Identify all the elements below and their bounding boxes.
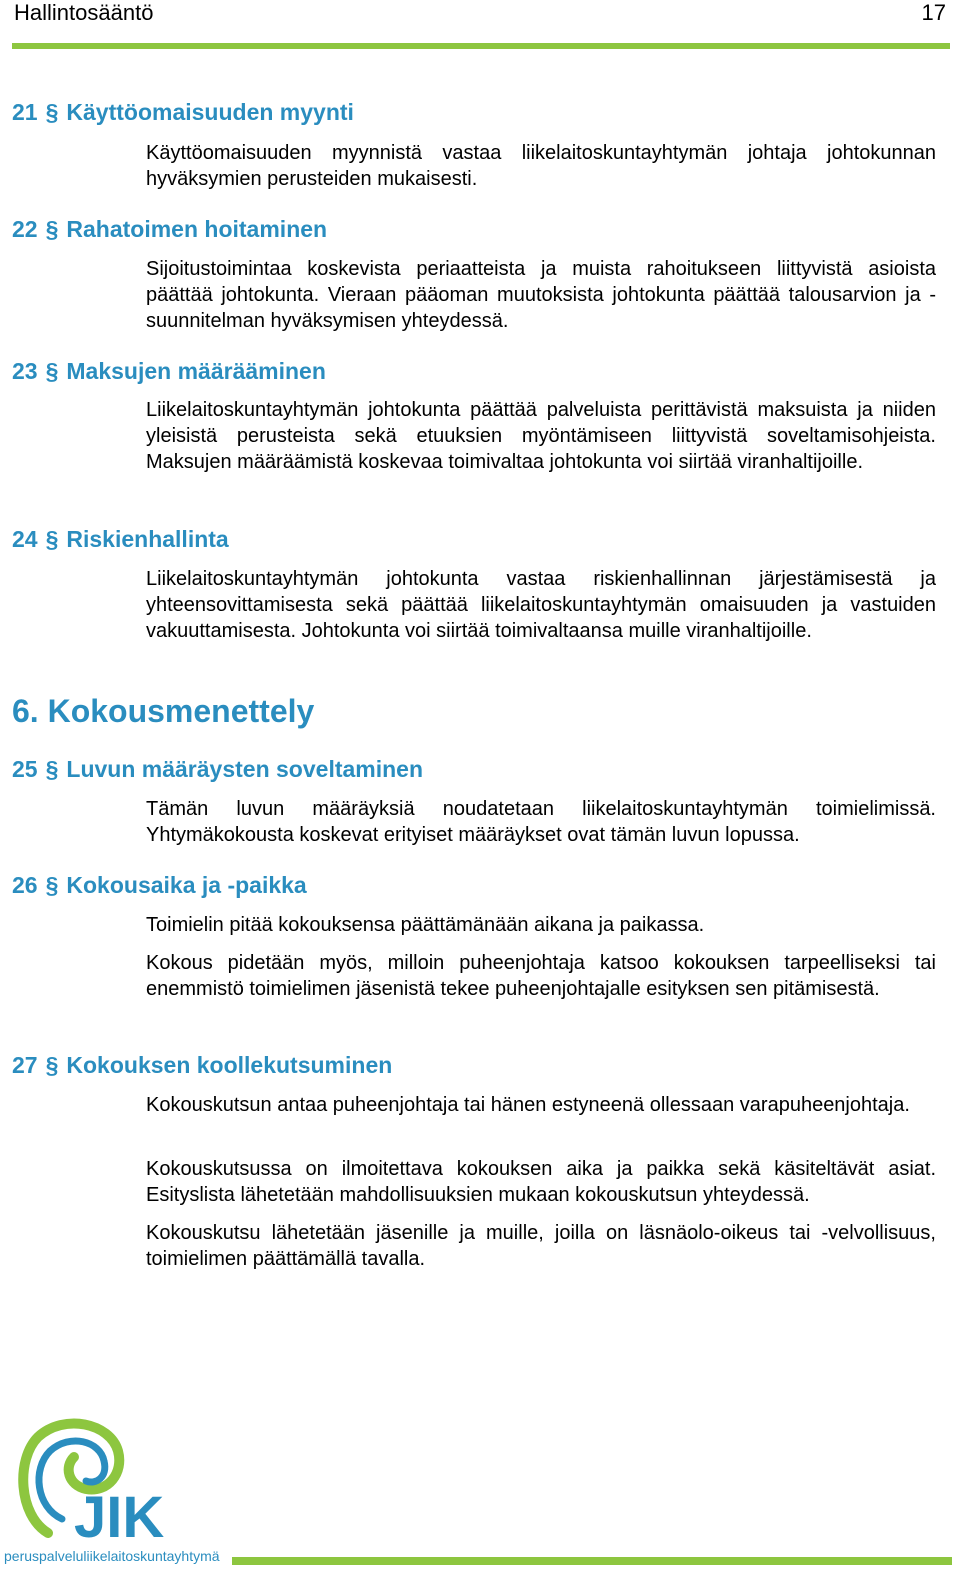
section-number: 27 bbox=[12, 1052, 38, 1078]
section-symbol: § bbox=[45, 358, 59, 384]
document-title: Hallintosääntö bbox=[14, 0, 154, 25]
section-heading-21 bbox=[12, 98, 354, 126]
section-number: 25 bbox=[12, 756, 38, 782]
section-title: Rahatoimen hoitaminen bbox=[66, 216, 328, 242]
page-header bbox=[0, 0, 960, 50]
section-title: Maksujen määrääminen bbox=[66, 358, 326, 384]
section-heading-27 bbox=[12, 1051, 392, 1079]
section-number: 21 bbox=[12, 99, 38, 125]
chapter-number: 6. bbox=[12, 693, 39, 729]
section-title: Käyttöomaisuuden myynti bbox=[66, 99, 354, 125]
section-symbol: § bbox=[45, 872, 59, 898]
section-title: Kokouksen koollekutsuminen bbox=[66, 1052, 393, 1078]
page-number: 17 bbox=[921, 0, 946, 25]
section-symbol: § bbox=[45, 216, 59, 242]
section-number: 26 bbox=[12, 872, 38, 898]
section-27-paragraph-3: Kokouskutsu lähetetään jäsenille ja muille, joilla on läsnäolo-oikeus tai -velvollisuus, toimielimen päättämällä tavalla. bbox=[146, 1222, 936, 1270]
chapter-heading bbox=[12, 692, 314, 730]
section-title: Riskienhallinta bbox=[66, 526, 229, 552]
section-21-paragraph-1: Käyttöomaisuuden myynnistä vastaa liikelaitoskuntayhtymän johtaja johtokunnan hyväksymien perusteiden mukaisesti. bbox=[146, 142, 936, 190]
footer bbox=[0, 1415, 960, 1590]
section-title: Luvun määräysten soveltaminen bbox=[66, 756, 424, 782]
section-26-paragraph-1: Toimielin pitää kokouksensa päättämänään aikana ja paikassa. bbox=[146, 914, 705, 936]
section-heading-25 bbox=[12, 755, 423, 783]
section-heading-23 bbox=[12, 357, 326, 385]
section-heading-26 bbox=[12, 871, 307, 899]
section-heading-22 bbox=[12, 215, 327, 243]
chapter-title: Kokousmenettely bbox=[47, 693, 315, 729]
logo-tagline: peruspalveluliikelaitoskuntayhtymä bbox=[4, 1548, 220, 1564]
logo-text: JIK bbox=[74, 1485, 165, 1545]
section-27-paragraph-1: Kokouskutsun antaa puheenjohtaja tai hänen estyneenä ollessaan varapuheenjohtaja. bbox=[146, 1094, 910, 1116]
header-rule bbox=[12, 43, 950, 49]
section-24-paragraph-1: Liikelaitoskuntayhtymän johtokunta vastaa riskienhallinnan järjestämisestä ja yhteensovittamisesta sekä päättää liikelaitoskuntayhtymän omaisuuden ja vastuiden vakuuttamisesta. Johtokunta voi siirtää toimivaltaansa muille viranhaltijoille. bbox=[146, 568, 936, 642]
footer-rule bbox=[232, 1557, 952, 1565]
section-27-paragraph-2: Kokouskutsussa on ilmoitettava kokouksen aika ja paikka sekä käsiteltävät asiat. Esityslista lähetetään mahdollisuuksien mukaan kokouskutsun yhteydessä. bbox=[146, 1158, 936, 1206]
section-23-paragraph-1: Liikelaitoskuntayhtymän johtokunta päättää palveluista perittävistä maksuista ja niiden yleisistä perusteista sekä etuuksien myöntämiseen liittyvistä soveltamisohjeista. Maksujen määräämistä koskevaa toimivaltaa johtokunta voi siirtää viranhaltijoille. bbox=[146, 399, 936, 473]
section-number: 22 bbox=[12, 216, 38, 242]
section-22-paragraph-1: Sijoitustoimintaa koskevista periaatteista ja muista rahoitukseen liittyvistä asioista päättää johtokunta. Vieraan pääoman muutoksista johtokunta päättää talousarvion ja -suunnitelman hyväksymisen yhteydessä. bbox=[146, 258, 936, 332]
section-26-paragraph-2: Kokous pidetään myös, milloin puheenjohtaja katsoo kokouksen tarpeelliseksi tai enemmistö toimielimen jäsenistä tekee puheenjohtajalle esityksen sen pitämisestä. bbox=[146, 952, 936, 1000]
jik-logo bbox=[12, 1415, 212, 1545]
section-number: 23 bbox=[12, 358, 38, 384]
section-title: Kokousaika ja -paikka bbox=[66, 872, 307, 898]
section-heading-24 bbox=[12, 525, 229, 553]
section-symbol: § bbox=[45, 99, 59, 125]
section-symbol: § bbox=[45, 756, 59, 782]
section-symbol: § bbox=[45, 526, 59, 552]
section-25-paragraph-1: Tämän luvun määräyksiä noudatetaan liikelaitoskuntayhtymän toimielimissä. Yhtymäkokousta koskevat erityiset määräykset ovat tämän luvun lopussa. bbox=[146, 798, 936, 846]
section-number: 24 bbox=[12, 526, 38, 552]
section-symbol: § bbox=[45, 1052, 59, 1078]
